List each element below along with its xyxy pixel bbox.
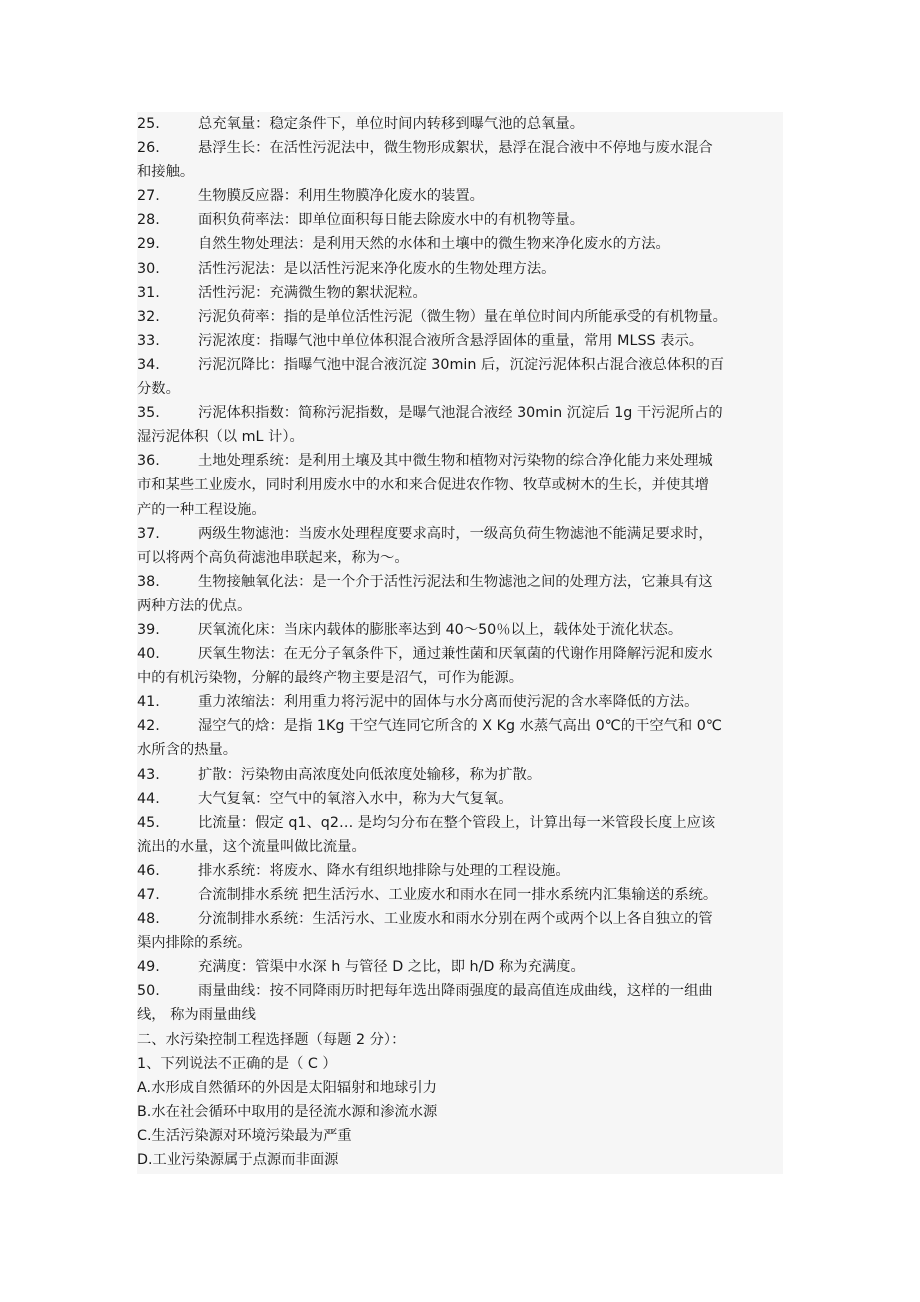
line-text: 湿空气的焓：是指 1Kg 干空气连同它所含的 X Kg 水蒸气高出 0℃的干空气和 0℃ [198,718,722,735]
term-entry-line [137,979,783,1003]
term-entry-line [137,184,783,208]
entry-number: 44. [137,790,160,807]
text-line [137,1100,783,1124]
text-line [137,594,783,618]
entry-number: 34. [137,356,160,373]
line-text: B.水在社会循环中取用的是径流水源和渗流水源 [137,1103,438,1120]
line-text: 分数。 [137,381,180,398]
entry-number: 36. [137,453,160,470]
term-entry-line [137,690,783,714]
line-text: 二、水污染控制工程选择题（每题 2 分）： [137,1031,406,1048]
line-text: 排水系统：将废水、降水有组织地排除与处理的工程设施。 [198,862,570,879]
entry-number: 29. [137,236,160,253]
term-entry-line [137,883,783,907]
line-text: 悬浮生长：在活性污泥法中，微生物形成絮状，悬浮在混合液中不停地与废水混合 [198,140,713,157]
text-line [137,425,783,449]
line-text: 1、下列说法不正确的是（ C ） [137,1055,337,1072]
line-text: 活性污泥法：是以活性污泥来净化废水的生物处理方法。 [198,260,556,277]
text-line [137,738,783,762]
line-text: 渠内排除的系统。 [137,935,252,952]
line-text: D.工业污染源属于点源而非面源 [137,1152,339,1169]
line-text: 生物接触氧化法：是一个介于活性污泥法和生物滤池之间的处理方法，它兼具有这 [198,573,713,590]
entry-number: 28. [137,212,160,229]
text-line [137,931,783,955]
line-text: 线， 称为雨量曲线 [137,1007,256,1024]
term-entry-line [137,618,783,642]
line-text: A.水形成自然循环的外因是太阳辐射和地球引力 [137,1079,438,1096]
line-text: 充满度：管渠中水深 h 与管径 D 之比，即 h/D 称为充满度。 [198,959,585,976]
line-text: 市和某些工业废水，同时利用废水中的水和来合促进农作物、牧草或树木的生长，并使其增 [137,477,709,494]
line-text: 污泥体积指数：简称污泥指数，是曝气池混合液经 30min 沉淀后 1g 干污泥所占的 [198,405,723,422]
line-text: 生物膜反应器：利用生物膜净化废水的装置。 [198,188,484,205]
text-line [137,666,783,690]
line-text: 污泥浓度：指曝气池中单位体积混合液所含悬浮固体的重量，常用 MLSS 表示。 [198,332,704,349]
entry-number: 35. [137,405,160,422]
line-text: C.生活污染源对环境污染最为严重 [137,1127,352,1144]
term-entry-line [137,112,783,136]
term-entry-line [137,955,783,979]
term-entry-line [137,329,783,353]
line-text: 土地处理系统：是利用土壤及其中微生物和植物对污染物的综合净化能力来处理城 [198,453,713,470]
line-text: 可以将两个高负荷滤池串联起来，称为～。 [137,549,409,566]
term-entry-line [137,305,783,329]
term-entry-line [137,859,783,883]
entry-number: 27. [137,188,160,205]
line-text: 自然生物处理法：是利用天然的水体和土壤中的微生物来净化废水的方法。 [198,236,670,253]
entry-number: 31. [137,284,160,301]
line-text: 扩散：污染物由高浓度处向低浓度处输移，称为扩散。 [198,766,542,783]
entry-number: 38. [137,573,160,590]
line-text: 活性污泥：充满微生物的絮状泥粒。 [198,284,427,301]
entry-number: 33. [137,332,160,349]
term-entry-line [137,714,783,738]
term-entry-line [137,907,783,931]
line-text: 湿污泥体积（以 mL 计）。 [137,429,304,446]
line-text: 和接触。 [137,164,195,181]
document-body [137,112,783,1174]
line-text: 总充氧量：稳定条件下，单位时间内转移到曝气池的总氧量。 [198,116,585,132]
line-text: 污泥负荷率：指的是单位活性污泥（微生物）量在单位时间内所能承受的有机物量。 [198,308,727,325]
line-text: 重力浓缩法：利用重力将污泥中的固体与水分离而使污泥的含水率降低的方法。 [198,694,699,711]
line-text: 合流制排水系统 把生活污水、工业废水和雨水在同一排水系统内汇集输送的系统。 [198,887,718,903]
text-line [137,1052,783,1076]
entry-number: 26. [137,140,160,157]
text-line [137,1028,783,1052]
line-text: 产的一种工程设施。 [137,501,266,518]
term-entry-line [137,642,783,666]
entry-number: 39. [137,621,160,638]
text-line [137,473,783,497]
term-entry-line [137,401,783,425]
term-entry-line [137,232,783,256]
term-entry-line [137,570,783,594]
line-text: 厌氧生物法：在无分子氧条件下，通过兼性菌和厌氧菌的代谢作用降解污泥和废水 [198,646,713,663]
text-line [137,1124,783,1148]
term-entry-line [137,787,783,811]
line-text: 比流量：假定 q1、q2… 是均匀分布在整个管段上，计算出每一米管段长度上应该 [198,814,716,831]
text-line [137,498,783,522]
line-text: 大气复氧：空气中的氧溶入水中，称为大气复氧。 [198,790,513,807]
line-text: 两种方法的优点。 [137,597,252,614]
line-text: 中的有机污染物，分解的最终产物主要是沼气，可作为能源。 [137,670,524,687]
entry-number: 30. [137,260,160,277]
entry-number: 45. [137,814,160,831]
line-text: 厌氧流化床：当床内载体的膨胀率达到 40～50％以上，载体处于流化状态。 [198,621,683,638]
entry-number: 42. [137,718,160,735]
line-text: 污泥沉降比：指曝气池中混合液沉淀 30min 后，沉淀污泥体积占混合液总体积的百 [198,356,725,373]
term-entry-line [137,811,783,835]
entry-number: 50. [137,983,160,1000]
entry-number: 46. [137,862,160,879]
term-entry-line [137,522,783,546]
term-entry-line [137,763,783,787]
term-entry-line [137,449,783,473]
term-entry-line [137,136,783,160]
line-text: 面积负荷率法：即单位面积每日能去除废水中的有机物等量。 [198,212,585,229]
entry-number: 40. [137,646,160,663]
term-entry-line [137,353,783,377]
line-text: 两级生物滤池：当废水处理程度要求高时，一级高负荷生物滤池不能满足要求时， [198,525,713,542]
entry-number: 47. [137,887,160,903]
term-entry-line [137,281,783,305]
line-text: 雨量曲线：按不同降雨历时把每年选出降雨强度的最高值连成曲线，这样的一组曲 [198,983,713,1000]
term-entry-line [137,208,783,232]
text-line [137,1148,783,1172]
entry-number: 41. [137,694,160,711]
text-line [137,160,783,184]
term-entry-line [137,257,783,281]
line-text: 分流制排水系统：生活污水、工业废水和雨水分别在两个或两个以上各自独立的管 [198,911,713,928]
text-line [137,546,783,570]
entry-number: 48. [137,911,160,928]
entry-number: 25. [137,116,160,132]
entry-number: 32. [137,308,160,325]
text-line [137,835,783,859]
entry-number: 49. [137,959,160,976]
text-line [137,377,783,401]
text-line [137,1003,783,1027]
text-line [137,1076,783,1100]
line-text: 流出的水量，这个流量叫做比流量。 [137,838,366,855]
line-text: 水所含的热量。 [137,742,238,759]
entry-number: 37. [137,525,160,542]
entry-number: 43. [137,766,160,783]
